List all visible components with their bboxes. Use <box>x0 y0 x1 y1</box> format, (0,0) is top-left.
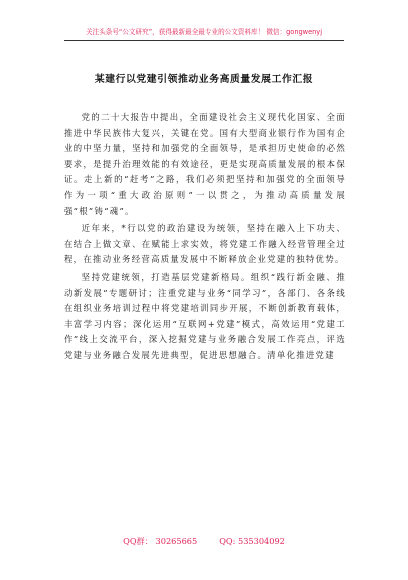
header-banner: 关注头条号“公文研究”，获得最新最全最专业的公文资料库！ 微信：gongwenyj <box>85 28 323 36</box>
paragraph-3: 坚持党建统领，打造基层党建新格局。组织“践行新金融、推动新发展”专题研讨；注重党建与业务“同学习”，各部门、各条线在组织业务培训过程中将党建培训同步开展，不断创新教育载体，丰富学习内容；深化运用“互联网+党建”模式，高效运用“党建工作”线上交流平台，深入挖掘党建与业务融合发展工作亮点，评选党建与业务融合发展先进典型，促进思想融合。清单化推进党建 <box>64 271 346 360</box>
document-body <box>60 110 352 534</box>
footer <box>0 536 408 546</box>
body-text <box>64 110 346 364</box>
paragraph-1: 党的二十大报告中提出，全面建设社会主义现代化国家、全面推进中华民族伟大复兴，关键在党。国有大型商业银行作为国有企业的中坚力量，坚持和加强党的全面领导，是承担历史使命的必然要求，是提升治理效能的有效途径，更是实现高质量发展的根本保证。走上新的“赶考”之路，我们必须把坚持和加强党的全面领导作为一项“重大政治原则”一以贯之，为推动高质量发展强“根”铸“魂”。 <box>64 112 346 216</box>
footer-qq-group: QQ群： 30265665 <box>123 536 198 546</box>
document-title: 某建行以党建引领推动业务高质量发展工作汇报 <box>94 74 314 85</box>
paragraph-2: 近年来，*行以党的政治建设为统领，坚持在融入上下功夫、在结合上做文章、在赋能上求实效，将党建工作融入经营管理全过程，在推动业务经营高质量发展中不断释放企业党建的独特优势。 <box>64 223 346 265</box>
header-divider <box>64 40 344 41</box>
footer-qq-contact: QQ: 535304092 <box>219 536 285 546</box>
